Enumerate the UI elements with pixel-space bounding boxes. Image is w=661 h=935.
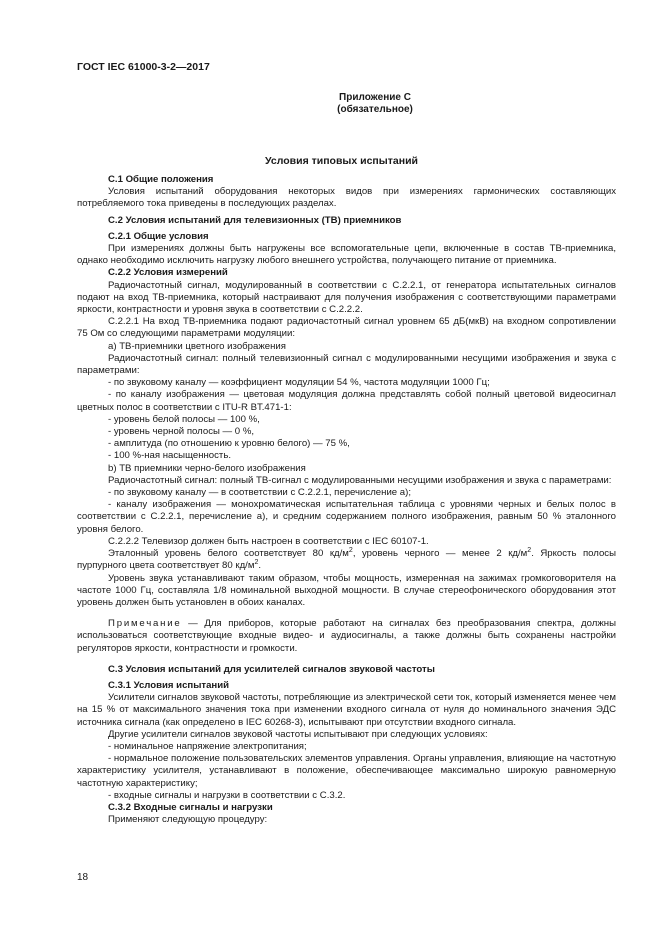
paragraph: Условия испытаний оборудования некоторых видов при измерениях гармонических составляющих потребляемого тока приведены в последующих разделах. (77, 186, 616, 210)
paragraph: Уровень звука устанавливают таким образом, чтобы мощность, измеренная на зажимах громкоговорителя на частоте 1000 Гц, составляла 1/8 номинальной выходной мощности. В случае стереофонического оборудования этот уровень должен быть установлен в обоих каналах. (77, 572, 616, 608)
section-heading-c3: С.3 Условия испытаний для усилителей сигналов звуковой частоты (108, 663, 435, 675)
note (77, 618, 616, 655)
paragraph: Радиочастотный сигнал, модулированный в соответствии с С.2.2.1, от генератора испытательных сигналов подают на вход ТВ-приемника, который настраивают для получения изображения с соответствующими параметрами яркости, контрастности и уровня звука в соответствии с С.2.2.2. (77, 279, 616, 316)
list-item: - входные сигналы и нагрузки в соответствии с С.3.2. (108, 789, 346, 801)
document-body (77, 174, 616, 826)
superscript: 2 (254, 559, 259, 567)
list-item: - каналу изображения — монохроматическая испытательная таблица с уровнями черных и белых полос в соответствии с С.2.2.1, перечисление а), и средним содержанием полного изображения, равным 50 % эталонного уровня белого. (77, 499, 616, 535)
text-run: , уровень черного — менее 2 кд/м (352, 548, 528, 560)
paragraph: Применяют следующую процедуру: (108, 814, 268, 826)
section-heading-c31: С.3.1 Условия испытаний (108, 679, 230, 691)
list-item: - уровень черной полосы — 0 %, (108, 426, 255, 438)
text-run: . Яркость полосы пурпурного цвета соответствует 80 кд/м (77, 548, 616, 572)
section-heading-c1: С.1 Общие положения (108, 174, 214, 185)
section-heading-c22: С.2.2 Условия измерений (108, 267, 228, 279)
annex-status: (обязательное) (337, 104, 413, 115)
superscript: 2 (527, 547, 532, 555)
page-number: 18 (77, 872, 89, 883)
paragraph: С.2.2.2 Телевизор должен быть настроен в соответствии с IEC 60107-1. (108, 535, 429, 547)
list-item: - по каналу изображения — цветовая модуляция должна представлять собой полный цветовой видеосигнал цветных полос в соответствии с ITU-R BT.471-1: (77, 389, 616, 413)
list-item: - по звуковому каналу — коэффициент модуляции 54 %, частота модуляции 1000 Гц; (108, 377, 490, 389)
text-run: . (258, 560, 262, 572)
section-heading-c2: С.2 Условия испытаний для телевизионных (ТВ) приемников (108, 214, 402, 226)
superscript: 2 (348, 547, 353, 555)
paragraph: Другие усилители сигналов звуковой частоты испытывают при следующих условиях: (108, 728, 488, 740)
document-header: ГОСТ IEC 61000-3-2—2017 (77, 61, 210, 73)
text-run: Эталонный уровень белого соответствует 80 кд/м (108, 548, 349, 560)
list-item: - 100 %-ная насыщенность. (108, 450, 231, 462)
list-item: - амплитуда (по отношению к уровню белого) — 75 %, (108, 438, 350, 450)
paragraph: Радиочастотный сигнал: полный ТВ-сигнал с модулированными несущими изображения и звука с параметрами: (108, 474, 612, 486)
section-heading-c32: С.3.2 Входные сигналы и нагрузки (108, 801, 273, 813)
annex-title: Приложение С (339, 92, 411, 103)
section-heading-c21: С.2.1 Общие условия (108, 230, 209, 242)
paragraph: Усилители сигналов звуковой частоты, потребляющие из электрической сети ток, который изменяется менее чем на 15 % от максимального значения тока при изменении входного сигнала от нуля до номинального значения ЭДС источника сигнала (как определено в IEC 60268-3), испытывают при отсутствии входного сигнала. (77, 692, 616, 728)
list-item: b) ТВ приемники черно-белого изображения (108, 462, 306, 474)
page-title: Условия типовых испытаний (265, 155, 418, 167)
list-item: - по звуковому каналу — в соответствии с С.2.2.1, перечисление а); (108, 487, 411, 499)
paragraph: При измерениях должны быть нагружены все вспомогательные цепи, включенные в состав ТВ-приемника, однако необходимо исключить нагрузку любого внешнего устройства, получающего питание от приемника. (77, 243, 616, 267)
note-label: Примечание (108, 618, 182, 630)
paragraph: С.2.2.1 На вход ТВ-приемника подают радиочастотный сигнал уровнем 65 дБ(мкВ) на входном сопротивлении 75 Ом со следующими параметрами модуляции: (77, 316, 616, 340)
paragraph: Радиочастотный сигнал: полный телевизионный сигнал с модулированными несущими изображения и звука с параметрами: (77, 352, 616, 377)
list-item: - нормальное положение пользовательских элементов управления. Органы управления, влияющие на частотную характеристику усилителя, устанавливают в положение, обеспечивающее максимально широкую равномерную частотную характеристику; (77, 753, 616, 789)
list-item: а) ТВ-приемники цветного изображения (108, 340, 286, 352)
list-item: - номинальное напряжение электропитания; (108, 740, 307, 752)
paragraph (77, 548, 616, 572)
list-item: - уровень белой полосы — 100 %, (108, 413, 260, 425)
note-text: — Для приборов, которые работают на сигналах без преобразования спектра, должны использоваться соответствующие входные видео- и аудиосигналы, а также должны быть сохранены настройки регуляторов яркости, контрастности и громкости. (77, 618, 616, 654)
